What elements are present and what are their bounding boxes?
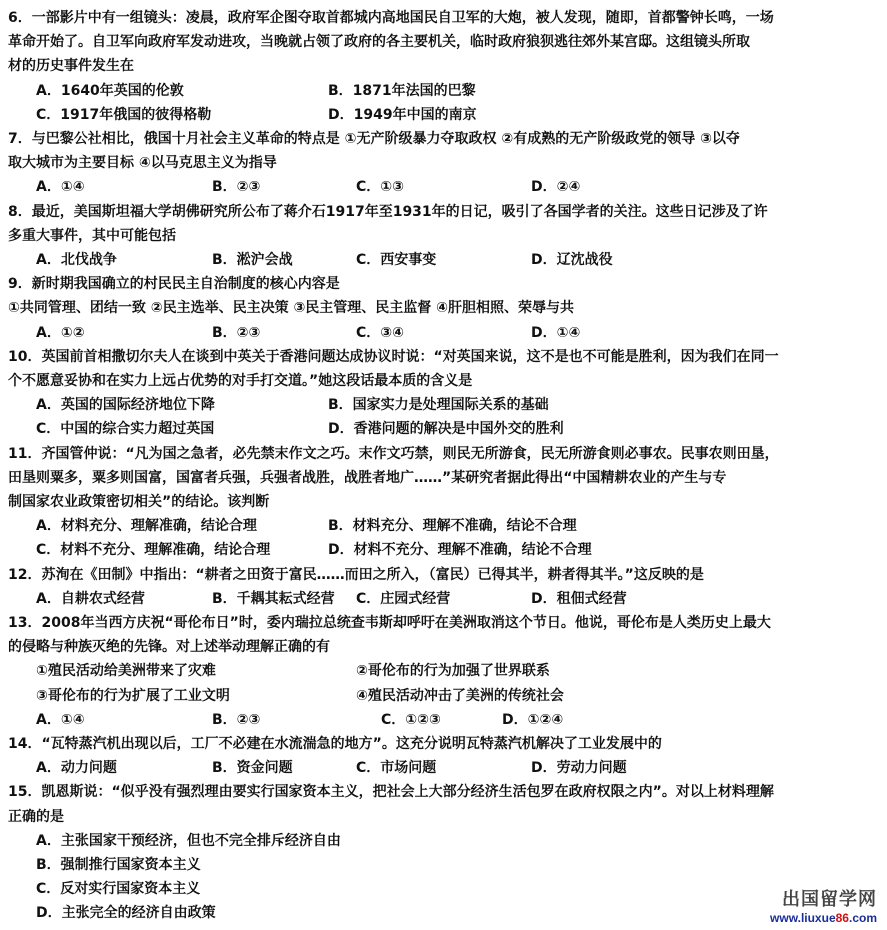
question-stem-line: 10．英国前首相撒切尔夫人在谈到中英关于香港问题达成协议时说：“对英国来说，这不是也不可能是胜利，因为我们在同一 xyxy=(8,348,779,365)
question-stem-line: 制国家农业政策密切相关”的结论。该判断 xyxy=(8,494,270,510)
site-watermark xyxy=(745,888,877,928)
option-row xyxy=(36,538,880,562)
question-stem-line: 7．与巴黎公社相比，俄国十月社会主义革命的特点是 ①无产阶级暴力夺取政权 ②有成熟的无产阶级政党的领导 ③以夺 xyxy=(8,131,740,147)
answer-option: C．①③ xyxy=(356,179,404,196)
question-stem-line: 个不愿意妥协和在实力上远占优势的对手打交道。”她这段话最本质的含义是 xyxy=(8,373,473,389)
answer-option: D．①②④ xyxy=(502,711,564,728)
answer-option: A．北伐战争 xyxy=(36,252,117,268)
question-stem-line: 革命开始了。自卫军向政府军发动进攻，当晚就占领了政府的各主要机关，临时政府狼狈逃往郊外某宫邸。这组镜头所取 xyxy=(8,34,750,51)
answer-option: B．淞沪会战 xyxy=(212,252,293,268)
answer-option: B．②③ xyxy=(212,179,261,196)
question-stem-line: 14．“瓦特蒸汽机出现以后，工厂不必建在水流湍急的地方”。这充分说明瓦特蒸汽机解决了工业发展中的 xyxy=(8,736,662,752)
answer-option: D．劳动力问题 xyxy=(531,760,627,777)
option-row xyxy=(36,321,880,345)
option-row xyxy=(36,514,880,538)
answer-option: C．中国的综合实力超过英国 xyxy=(36,421,215,438)
answer-option: C．①②③ xyxy=(381,711,441,728)
question-stem-line: ①共同管理、团结一致 ②民主选举、民主决策 ③民主管理、民主监督 ④肝胆相照、荣辱与共 xyxy=(8,300,575,317)
statement-row xyxy=(36,684,880,708)
answer-option: B．国家实力是处理国际关系的基础 xyxy=(328,397,549,414)
answer-option: A．①② xyxy=(36,324,85,341)
answer-option: B．资金问题 xyxy=(212,760,293,777)
question-stem-line: 8．最近，美国斯坦福大学胡佛研究所公布了蒋介石1917年至1931年的日记，吸引了各国学者的关注。这些日记涉及了许 xyxy=(8,203,768,220)
answer-option: D．辽沈战役 xyxy=(531,252,613,268)
question-stem-line: 田垦则粟多，粟多则国富，国富者兵强，兵强者战胜，战胜者地广……”某研究者据此得出“中国精耕农业的产生与专 xyxy=(8,469,727,486)
question-stem-line: 9．新时期我国确立的村民民主自治制度的核心内容是 xyxy=(8,276,340,293)
answer-option: D．香港问题的解决是中国外交的胜利 xyxy=(328,421,564,438)
answer-option: D．1949年中国的南京 xyxy=(328,106,477,123)
watermark-url-prefix: www.liuxue xyxy=(770,911,836,925)
statement-item: ③哥伦布的行为扩展了工业文明 xyxy=(36,687,230,704)
option-row xyxy=(36,103,880,127)
option-row xyxy=(36,756,880,780)
question-stem-line: 多重大事件，其中可能包括 xyxy=(8,227,176,244)
question-stem-line: 的侵略与种族灭绝的先锋。对上述举动理解正确的有 xyxy=(8,639,330,656)
question-stem-line: 6．一部影片中有一组镜头：凌晨，政府军企图夺取首都城内高地国民自卫军的大炮，被人发现，随即，首都警钟长鸣，一场 xyxy=(8,10,774,26)
statement-item: ④殖民活动冲击了美洲的传统社会 xyxy=(356,687,564,704)
answer-option: B．②③ xyxy=(212,711,261,728)
option-row xyxy=(36,587,880,611)
option-row xyxy=(36,393,880,417)
answer-option: A．①④ xyxy=(36,179,85,196)
statement-row xyxy=(36,659,880,683)
question-stem-line: 材的历史事件发生在 xyxy=(8,58,134,75)
option-row xyxy=(36,79,880,103)
question-stem-line: 13．2008年当西方庆祝“哥伦布日”时，委内瑞拉总统查韦斯却呼吁在美洲取消这个节日。他说，哥伦布是人类历史上最大 xyxy=(8,615,771,631)
question-stem-line: 11．齐国管仲说：“凡为国之急者，必先禁末作文之巧。末作文巧禁，则民无所游食，民无所游食则必事农。民事农则田垦， xyxy=(8,445,779,462)
watermark-url-number: 86 xyxy=(835,911,849,925)
question-stem-line: 12．苏洵在《田制》中指出：“耕者之田资于富民……而田之所入，（富民）已得其半，耕者得其半。”这反映的是 xyxy=(8,566,704,583)
answer-option: B．1871年法国的巴黎 xyxy=(328,82,476,99)
option-row xyxy=(36,248,880,272)
answer-option: B．②③ xyxy=(212,324,261,341)
answer-option: C．西安事变 xyxy=(356,252,437,268)
answer-option: A．自耕农式经营 xyxy=(36,590,145,607)
answer-option: C．市场问题 xyxy=(356,760,437,777)
answer-option: B．千耦其耘式经营 xyxy=(212,590,335,607)
answer-option: B．材料充分、理解不准确，结论不合理 xyxy=(328,518,577,535)
option-row xyxy=(36,417,880,441)
answer-option: C．庄园式经营 xyxy=(356,590,451,607)
answer-option: C．1917年俄国的彼得格勒 xyxy=(36,106,212,123)
answer-option: A．材料充分、理解准确，结论合理 xyxy=(36,518,257,535)
answer-option-line: C．反对实行国家资本主义 xyxy=(36,881,201,898)
answer-option: D．材料不充分、理解不准确，结论不合理 xyxy=(328,542,592,559)
answer-option: D．②④ xyxy=(531,179,581,196)
answer-option: A．1640年英国的伦敦 xyxy=(36,82,184,99)
answer-option: A．①④ xyxy=(36,711,85,728)
question-stem-line: 正确的是 xyxy=(8,808,64,825)
question-stem-line: 15．凯恩斯说：“似乎没有强烈理由要实行国家资本主义，把社会上大部分经济生活包罗在政府权限之内”。对以上材料理解 xyxy=(8,784,774,801)
watermark-url-suffix: .com xyxy=(848,911,877,925)
answer-option: D．①④ xyxy=(531,324,581,341)
answer-option: A．英国的国际经济地位下降 xyxy=(36,397,215,414)
question-stem-line: 取大城市为主要目标 ④以马克思主义为指导 xyxy=(8,155,277,172)
watermark-url xyxy=(745,910,877,926)
answer-option: A．动力问题 xyxy=(36,760,117,777)
answer-option-line: D．主张完全的经济自由政策 xyxy=(36,905,216,922)
answer-option: D．租佃式经营 xyxy=(531,590,627,607)
option-row xyxy=(36,708,880,732)
option-row xyxy=(36,175,880,199)
statement-item: ②哥伦布的行为加强了世界联系 xyxy=(356,663,550,680)
answer-option: C．③④ xyxy=(356,324,404,341)
watermark-title: 出国留学网 xyxy=(782,889,877,909)
answer-option: C．材料不充分、理解准确，结论合理 xyxy=(36,542,271,559)
statement-item: ①殖民活动给美洲带来了灾难 xyxy=(36,663,216,680)
answer-option-line: B．强制推行国家资本主义 xyxy=(36,857,201,873)
answer-option-line: A．主张国家干预经济，但也不完全排斥经济自由 xyxy=(36,832,341,849)
